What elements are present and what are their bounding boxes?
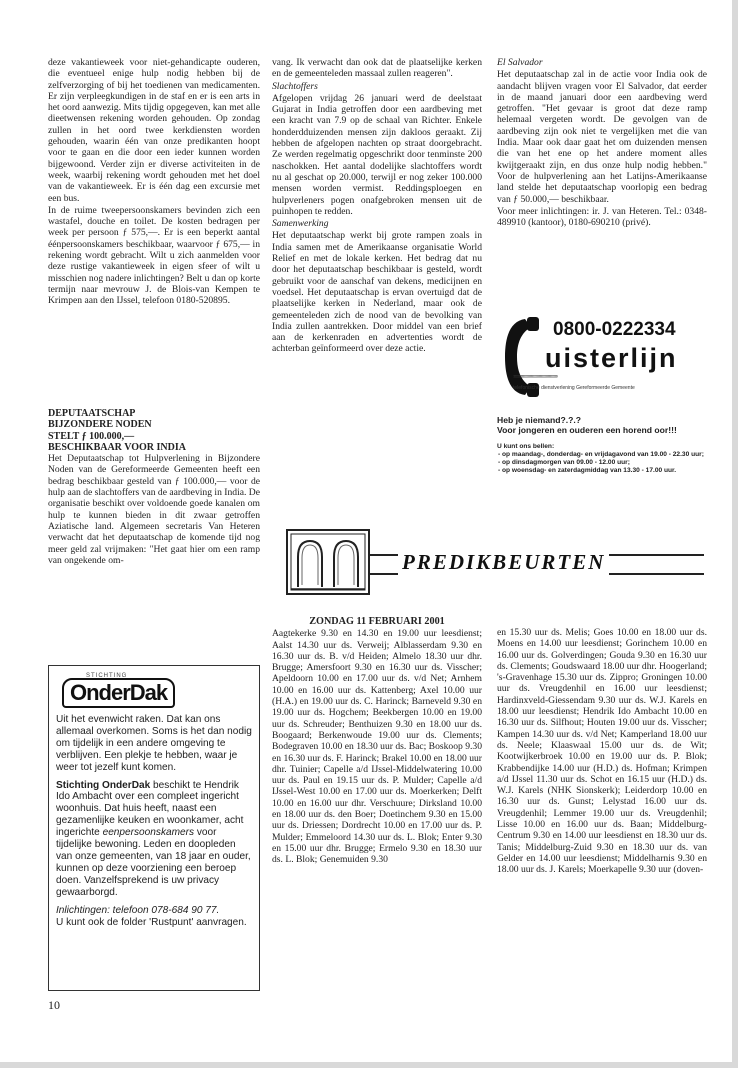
onderdak-inlichtingen (56, 905, 252, 929)
hours-line-3: - op woensdag- en zaterdagmiddag van 13.30 - 17.00 uur. (498, 467, 677, 474)
sunday-date: ZONDAG 11 FEBRUARI 2001 (309, 616, 445, 627)
sound-wave-decoration: ᵓᵓᵓᵓᵓᵓᵓᵓᵓᵓᵓᵓᵓᵓᵓᵓᵓᵓᵓᵓᵓᵓᵓᵓᵓᵓᵓᵓᵓᵓᵓᵓᵓᵓᵓᵓᵓᵓᵓ (513, 375, 557, 381)
subheading-el-salvador: El Salvador (497, 57, 543, 68)
services-list-2: en 15.30 uur ds. Melis; Goes 10.00 en 18.00 uur ds. Moens en 14.00 uur leesdienst; Gorinchem 10.00 en 16.00 uur ds. Golverdingen; Gouda 9.30 en 16.30 uur ds. Clements; Goudswaard 18.00 uur dhr. Hoogerland; 's-Gravenhage 15.30 uur ds. Zippro; Groningen 10.00 uur ds. Vreugdenhil en 16.00 uur leesdienst; Hardinxveld-Giessendam 9.30 uur ds. W.J. Karels en 18.00 uur leesdienst; Hendrik Ido Ambacht 10.00 en 16.30 uur ds. Silfhout; Houten 19.00 uur ds. Visscher; Kampen 14.30 uur ds. v/d Net; Kamperland 18.00 uur ds. Neele; Klaaswaal 15.00 uur ds. de Wit; Kootwijkerbroek 10.00 en 19.00 uur ds. P. Blok; Krabbendijke 14.00 uur (H.D.) ds. Hofman; Krimpen a/d IJssel 11.30 uur ds. Schot en 16.15 uur (H.D.) ds. W.J. Karels (NHK Sionskerk); Leiderdorp 10.00 en 16.30 uur ds. Gunst; Lelystad 16.00 uur ds. Vreugdenhil; Lemmer 19.00 uur ds. Vreugdenhil; Lisse 10.00 en 16.00 uur ds. Baan; Middelburg-Centrum 9.30 en 14.00 uur leesdienst en 18.30 uur ds. Tanis; Middelburg-Zuid 9.30 en 18.30 uur ds. van Gelder en 14.00 uur leesdienst; Middelharnis 9.30 en 18.00 uur ds. J. Karels; Moerkapelle 9.30 uur (doven- (497, 627, 707, 876)
vakantieweek-paragraph-1: deze vakantieweek voor niet-gehandicapte ouderen, die eventueel enige hulp nodig hebben bij de zelfverzorging of bij het toedienen van medicamenten. Er zijn verpleegkundigen in de staf en er is een arts in het oord aanwezig. Mits tijdig opgegeven, kan met alle dieetwensen rekening worden gehouden. Op zondag zullen in het oord twee kerkdiensten worden gehouden, waarin één van onze predikanten hoopt voor te gaan en die door een ieder kunnen worden bijgewoond. Verder zijn er diverse activiteiten in de week, waarbij rekening wordt gehouden met het doel van de vakantieweek. Er is één dag een excursie met een bus. (48, 57, 260, 204)
article-vakantieweek (48, 57, 260, 389)
subheading-slachtoffers: Slachtoffers (272, 80, 318, 92)
contact-paragraph: Voor meer inlichtingen: ir. J. van Heteren. Tel.: 0348-489910 (kantoor), 0180-690210 (privé). (497, 205, 707, 229)
article-el-salvador (497, 57, 707, 312)
predikbeurten-column-1 (272, 616, 482, 1008)
luisterlijn-tagline-2: Voor jongeren en ouderen een horend oor!!! (497, 425, 677, 435)
luisterlijn-tagline-1: Heb je niemand?.?.? (497, 415, 582, 425)
hours-line-2: - op dinsdagmorgen van 09.00 - 12.00 uur; (498, 459, 630, 466)
deputaatschap-headline-4: BESCHIKBAAR VOOR INDIA (48, 441, 186, 453)
deputaatschap-headline-2: BIJZONDERE NODEN (48, 419, 152, 431)
hours-title: U kunt ons bellen: (497, 443, 555, 450)
article-continued (272, 57, 482, 499)
onderdak-phone: Inlichtingen: telefoon 078-684 90 77. (56, 904, 220, 916)
el-salvador-paragraph: Het deputaatschap zal in de actie voor India ook de aandacht blijven vragen voor El Salvador, dat eerder in de maand januari door een aardbeving werd getroffen. "Het gevaar is groot dat deze ramp helemaal vergeten wordt. De gevolgen van de aardbeving zijn ook niet te vergelijken met die van India. Maar ook daar gaat het om duizenden mensen die van het ene op het andere moment alles kwijtgeraakt zijn, en dus onze hulp nodig hebben." Voor de hulpverlening aan het Latijns-Amerikaanse land stelde het deputaatschap voorlopig een bedrag van ƒ 50.000,— beschikbaar. (497, 69, 707, 205)
onderdak-logo (56, 670, 252, 710)
vakantieweek-paragraph-2: In de ruime tweepersoonskamers bevinden zich een wastafel, douche en toilet. De kosten bedragen per week per persoon ƒ 575,—. Er is een beperkt aantal éénpersoonskamers beschikbaar, waarvoor ƒ 675,— in rekening wordt gebracht. Wilt u zich aanmelden voor deze rustige vakantieweek in eigen sfeer of wilt u misschien nog nadere inlichtingen? Belt u dan op korte termijn naar mevrouw J. de Blois-van Kempen te Krimpen aan den IJssel, telefoon 0180-520895. (48, 204, 260, 307)
services-list-1: Aagtekerke 9.30 en 14.30 en 19.00 uur leesdienst; Aalst 14.30 uur ds. Verweij; Alblasserdam 9.30 en 16.30 uur ds. B. v/d Heiden; Almelo 18.30 uur dhr. Brugge; Amersfoort 9.30 en 16.30 uur ds. Visscher; Apeldoorn 10.00 en 17.00 uur ds. v/d Net; Arnhem 10.00 en 16.00 uur ds. Kattenberg; Axel 10.00 uur (H.A.) en 19.00 uur ds. C. Harinck; Barneveld 9.30 en 19.00 uur ds. Hogchem; Beekbergen 10.00 en 19.00 uur ds. Schreuder; Benthuizen 9.30 en 18.00 uur ds. Boogaard; Berkenwoude 19.00 uur ds. Clements; Bodegraven 10.00 en 18.30 uur ds. Bac; Boskoop 9.30 en 16.30 uur ds. F. Harinck; Brakel 10.00 en 18.00 uur dhr. Tuinier; Capelle a/d IJssel-Middelwatering 10.00 uur ds. Paul en 19.15 uur ds. P. Mulder; Capelle a/d IJssel-West 10.00 en 17.00 uur ds. Moerkerken; Delft 10.00 en 16.00 uur dhr. Verschuure; Dirksland 10.00 en 18.00 uur ds. den Boer; Doetinchem 9.30 en 15.00 uur ds. Driessen; Dordrecht 10.00 en 17.00 uur ds. P. Mulder; Emmeloord 14.30 uur ds. L. Blok; Enter 9.30 en 15.00 uur dhr. Brugge; Ermelo 9.30 en 18.30 uur ds. L. Blok; Genemuiden 9.30 (272, 628, 482, 866)
page-number: 10 (48, 998, 60, 1012)
samenwerking-paragraph: Het deputaatschap werkt bij grote rampen zoals in India samen met de Amerikaanse organisatie World Relief en met de lokale kerken. Het bedrag dat nu door het deputaatschap beschikbaar is gesteld, wordt gebruikt voor de aanschaf van dekens, medicijnen en voedsel. Het deputaatschap is ervan overtuigd dat de plaatselijke kerken in Nederland, maar ook de gemeenteleden zich de nood van de bevolking van India zullen aantrekken. Door middel van een brief aan de kerkenraden en advertenties wordt de achterban geïnformeerd over deze actie. (272, 230, 482, 355)
onderdak-paragraph-2 (56, 780, 252, 899)
deputaatschap-headline-3: STELT ƒ 100.000,— (48, 430, 135, 442)
slachtoffers-paragraph: Afgelopen vrijdag 26 januari werd de deelstaat Gujarat in India getroffen door een aardbeving met een kracht van 7.9 op de schaal van Richter. Enkele honderdduizenden mensen zijn dakloos geraakt. Zij hebben de afgelopen nachten op straat doorgebracht. Ze werden regelmatig opgeschrikt door tenminste 200 naschokken. Het aantal dodelijke slachtoffers wordt nu al geschat op 20.000, terwijl er nog zeker 100.000 mensen worden vermist. Reddingsploegen en hulpverleners pogen onafgebroken mensen uit de puinhopen te redden. (272, 92, 482, 217)
luisterlijn-wordmark: uisterlijn (545, 343, 678, 373)
onderdak-org-name: Stichting OnderDak (56, 779, 151, 791)
predikbeurten-banner (272, 527, 710, 601)
hours-line-1: - op maandag-, donderdag- en vrijdagavond van 19.00 - 22.30 uur; (498, 451, 704, 458)
banner-title: PREDIKBEURTEN (398, 550, 609, 575)
onderdak-paragraph-1: Uit het evenwicht raken. Dat kan ons allemaal overkomen. Soms is het dan nodig om tijdelijk in een andere omgeving te verblijven. Een plekje te hebben, waar je weer tot jezelf kunt komen. (56, 714, 252, 773)
deputaatschap-headline-1: DEPUTAATSCHAP (48, 408, 136, 419)
church-window-icon (286, 529, 370, 595)
onderdak-folder: U kunt ook de folder 'Rustpunt' aanvragen. (56, 916, 247, 928)
continued-paragraph: vang. Ik verwacht dan ook dat de plaatselijke kerken en de gemeenteleden massaal zullen reageren". (272, 57, 482, 80)
subheading-samenwerking: Samenwerking (272, 218, 329, 230)
luisterlijn-hours (497, 443, 704, 475)
onderdak-text-italic: eenpersoonskamers (102, 827, 195, 839)
onderdak-logo-name: OnderDak (62, 678, 175, 708)
luisterlijn-phone-number: 0800-0222334 (553, 319, 676, 340)
onderdak-text-a: beschikt te Hendrik Ido Ambacht over een compleet ingericht woonhuis. Dat huis heeft, naast een gezamenlijke keuken en woonkamer, acht ingerichte (56, 779, 244, 839)
onderdak-advertisement (48, 665, 260, 991)
luisterlijn-advertisement (497, 313, 709, 503)
onderdak-text-b: voor tijdelijke bewoning. Leden en doopleden van onze gemeenten, van 18 jaar en ouder, kunnen op deze voorziening een beroep doen. Vanzelfsprekend is uw privacy gewaarborgd. (56, 827, 251, 898)
onderdak-logo-small: STICHTING (86, 673, 128, 679)
luisterlijn-subtitle: telefonische dienstverlening Gereformeerde Gemeente (513, 385, 635, 391)
article-deputaatschap (48, 408, 260, 662)
luisterlijn-tagline (497, 415, 677, 435)
predikbeurten-column-2 (497, 627, 707, 1009)
deputaatschap-body: Het Deputaatschap tot Hulpverlening in Bijzondere Noden van de Gereformeerde Gemeenten heeft een bedrag beschikbaar gesteld van ƒ 100.000,— voor de hulp aan de slachtoffers van de aardbeving in India. De organisatie beschikt over voldoende goede kanalen om hulp te kunnen bieden in dit zwaar getroffen Aziatische land. Algemeen secretaris Van Heteren verwacht dat het deputaatschap de komende tijd nog meer geld zal vrijmaken: "Het gaat hier om een ramp van ongekende om- (48, 453, 260, 566)
